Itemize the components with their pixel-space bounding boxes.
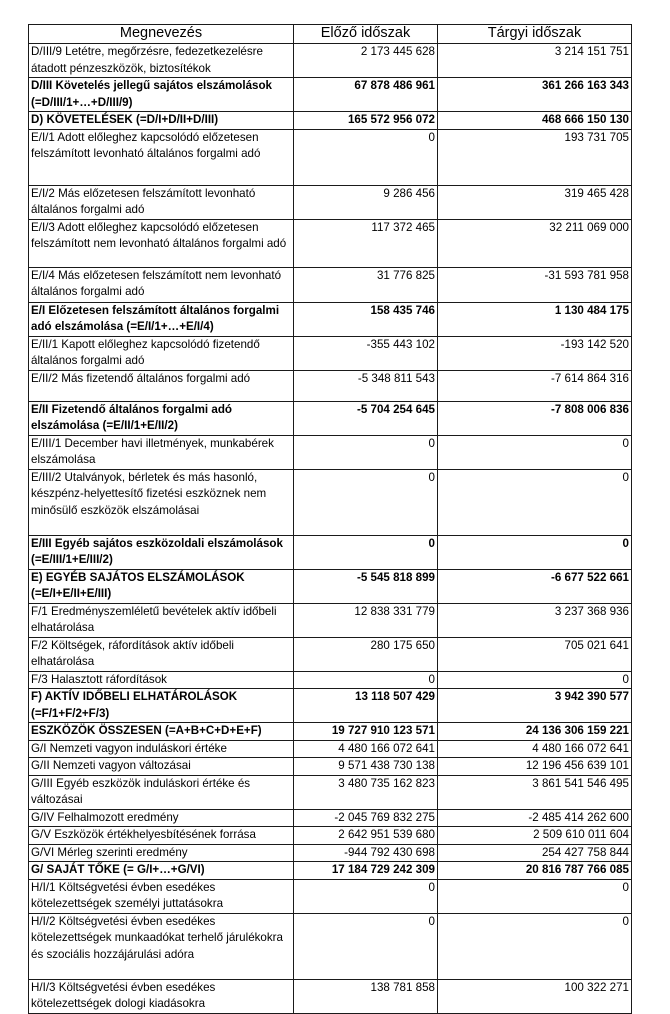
previous-period-value: 117 372 465 <box>294 219 438 267</box>
current-period-value: 4 480 166 072 641 <box>438 740 632 758</box>
current-period-value: -2 485 414 262 600 <box>438 809 632 827</box>
current-period-value: -31 593 781 958 <box>438 267 632 302</box>
table-row <box>29 112 632 130</box>
row-label: G/II Nemzeti vagyon változásai <box>29 758 294 776</box>
previous-period-value: 0 <box>294 129 438 185</box>
current-period-value: 20 816 787 766 085 <box>438 862 632 880</box>
table-row <box>29 637 632 671</box>
row-label: G/I Nemzeti vagyon induláskori értéke <box>29 740 294 758</box>
row-label: E) EGYÉB SAJÁTOS ELSZÁMOLÁSOK (=E/I+E/II+E/III) <box>29 569 294 603</box>
previous-period-value: 9 571 438 730 138 <box>294 758 438 776</box>
previous-period-value: 4 480 166 072 641 <box>294 740 438 758</box>
row-label: E/I/4 Más előzetesen felszámított nem levonható általános forgalmi adó <box>29 267 294 302</box>
table-row <box>29 913 632 979</box>
table-row <box>29 775 632 809</box>
previous-period-value: 2 173 445 628 <box>294 44 438 78</box>
previous-period-value: 0 <box>294 435 438 469</box>
row-label: H/I/2 Költségvetési évben esedékes kötelezettségek munkaadókat terhelő járulékokra és szociális hozzájárulási adóra <box>29 913 294 979</box>
row-label: F/1 Eredményszemléletű bevételek aktív időbeli elhatárolása <box>29 603 294 637</box>
current-period-value: 468 666 150 130 <box>438 112 632 130</box>
row-label: E/III/2 Utalványok, bérletek és más hasonló, készpénz-helyettesítő fizetési eszköznek nem minősülő eszközök elszámolásai <box>29 469 294 535</box>
balance-sheet-table <box>28 24 632 1014</box>
row-label: E/III/1 December havi illetmények, munkabérek elszámolása <box>29 435 294 469</box>
table-row <box>29 827 632 845</box>
table-row <box>29 535 632 569</box>
current-period-value: 254 427 758 844 <box>438 844 632 862</box>
row-label: E/II Fizetendő általános forgalmi adó elszámolása (=E/II/1+E/II/2) <box>29 401 294 435</box>
previous-period-value: 13 118 507 429 <box>294 689 438 723</box>
row-label: G/IV Felhalmozott eredmény <box>29 809 294 827</box>
table-row <box>29 219 632 267</box>
previous-period-value: 67 878 486 961 <box>294 78 438 112</box>
previous-period-value: 12 838 331 779 <box>294 603 438 637</box>
table-row <box>29 435 632 469</box>
previous-period-value: 3 480 735 162 823 <box>294 775 438 809</box>
row-label: G/ SAJÁT TŐKE (= G/I+…+G/VI) <box>29 862 294 880</box>
previous-period-value: 31 776 825 <box>294 267 438 302</box>
row-label: E/I Előzetesen felszámított általános forgalmi adó elszámolása (=E/I/1+…+E/I/4) <box>29 302 294 336</box>
row-label: G/V Eszközök értékhelyesbítésének forrása <box>29 827 294 845</box>
header-current-period: Tárgyi időszak <box>438 25 632 44</box>
table-row <box>29 129 632 185</box>
row-label: E/II/2 Más fizetendő általános forgalmi adó <box>29 370 294 401</box>
current-period-value: -7 614 864 316 <box>438 370 632 401</box>
previous-period-value: -2 045 769 832 275 <box>294 809 438 827</box>
table-row <box>29 758 632 776</box>
table-row <box>29 723 632 741</box>
row-label: G/III Egyéb eszközök induláskori értéke és változásai <box>29 775 294 809</box>
table-row <box>29 44 632 78</box>
row-label: E/III Egyéb sajátos eszközoldali elszámolások (=E/III/1+E/III/2) <box>29 535 294 569</box>
row-label: E/II/1 Kapott előleghez kapcsolódó fizetendő általános forgalmi adó <box>29 336 294 370</box>
row-label: F/3 Halasztott ráfordítások <box>29 671 294 689</box>
table-row <box>29 185 632 219</box>
row-label: F) AKTÍV IDŐBELI ELHATÁROLÁSOK (=F/1+F/2+F/3) <box>29 689 294 723</box>
table-row <box>29 78 632 112</box>
current-period-value: 3 861 541 546 495 <box>438 775 632 809</box>
table-row <box>29 809 632 827</box>
header-name: Megnevezés <box>29 25 294 44</box>
previous-period-value: 165 572 956 072 <box>294 112 438 130</box>
previous-period-value: -5 545 818 899 <box>294 569 438 603</box>
previous-period-value: 9 286 456 <box>294 185 438 219</box>
current-period-value: 0 <box>438 535 632 569</box>
row-label: G/VI Mérleg szerinti eredmény <box>29 844 294 862</box>
previous-period-value: 19 727 910 123 571 <box>294 723 438 741</box>
previous-period-value: 0 <box>294 879 438 913</box>
previous-period-value: 0 <box>294 913 438 979</box>
current-period-value: 32 211 069 000 <box>438 219 632 267</box>
row-label: D/III/9 Letétre, megőrzésre, fedezetkezelésre átadott pénzeszközök, biztosítékok <box>29 44 294 78</box>
table-row <box>29 302 632 336</box>
current-period-value: 3 942 390 577 <box>438 689 632 723</box>
current-period-value: -193 142 520 <box>438 336 632 370</box>
current-period-value: 705 021 641 <box>438 637 632 671</box>
table-row <box>29 370 632 401</box>
table-row <box>29 336 632 370</box>
table-row <box>29 740 632 758</box>
current-period-value: 361 266 163 343 <box>438 78 632 112</box>
previous-period-value: 17 184 729 242 309 <box>294 862 438 880</box>
current-period-value: 1 130 484 175 <box>438 302 632 336</box>
header-row <box>29 25 632 44</box>
current-period-value: 0 <box>438 879 632 913</box>
previous-period-value: 0 <box>294 469 438 535</box>
table-row <box>29 844 632 862</box>
current-period-value: 0 <box>438 671 632 689</box>
table-row <box>29 469 632 535</box>
table-row <box>29 671 632 689</box>
previous-period-value: -355 443 102 <box>294 336 438 370</box>
current-period-value: 3 214 151 751 <box>438 44 632 78</box>
current-period-value: 0 <box>438 435 632 469</box>
row-label: E/I/2 Más előzetesen felszámított levonható általános forgalmi adó <box>29 185 294 219</box>
previous-period-value: -5 348 811 543 <box>294 370 438 401</box>
table-row <box>29 603 632 637</box>
row-label: E/I/1 Adott előleghez kapcsolódó előzetesen felszámított levonható általános forgalmi adó <box>29 129 294 185</box>
current-period-value: 2 509 610 011 604 <box>438 827 632 845</box>
current-period-value: 24 136 306 159 221 <box>438 723 632 741</box>
table-row <box>29 689 632 723</box>
row-label: ESZKÖZÖK ÖSSZESEN (=A+B+C+D+E+F) <box>29 723 294 741</box>
previous-period-value: -944 792 430 698 <box>294 844 438 862</box>
current-period-value: 3 237 368 936 <box>438 603 632 637</box>
row-label: H/I/3 Költségvetési évben esedékes kötelezettségek dologi kiadásokra <box>29 979 294 1013</box>
current-period-value: -6 677 522 661 <box>438 569 632 603</box>
previous-period-value: 0 <box>294 535 438 569</box>
table-body <box>29 44 632 1014</box>
previous-period-value: 0 <box>294 671 438 689</box>
row-label: D) KÖVETELÉSEK (=D/I+D/II+D/III) <box>29 112 294 130</box>
current-period-value: 193 731 705 <box>438 129 632 185</box>
row-label: H/I/1 Költségvetési évben esedékes kötelezettségek személyi juttatásokra <box>29 879 294 913</box>
current-period-value: 0 <box>438 913 632 979</box>
current-period-value: 12 196 456 639 101 <box>438 758 632 776</box>
previous-period-value: 138 781 858 <box>294 979 438 1013</box>
previous-period-value: 2 642 951 539 680 <box>294 827 438 845</box>
header-previous-period: Előző időszak <box>294 25 438 44</box>
current-period-value: 319 465 428 <box>438 185 632 219</box>
previous-period-value: 280 175 650 <box>294 637 438 671</box>
previous-period-value: 158 435 746 <box>294 302 438 336</box>
current-period-value: 0 <box>438 469 632 535</box>
table-row <box>29 879 632 913</box>
table-row <box>29 979 632 1013</box>
row-label: F/2 Költségek, ráfordítások aktív időbeli elhatárolása <box>29 637 294 671</box>
current-period-value: -7 808 006 836 <box>438 401 632 435</box>
table-row <box>29 401 632 435</box>
current-period-value: 100 322 271 <box>438 979 632 1013</box>
table-row <box>29 862 632 880</box>
row-label: E/I/3 Adott előleghez kapcsolódó előzetesen felszámított nem levonható általános forgalmi adó <box>29 219 294 267</box>
table-row <box>29 569 632 603</box>
row-label: D/III Követelés jellegű sajátos elszámolások (=D/III/1+…+D/III/9) <box>29 78 294 112</box>
table-row <box>29 267 632 302</box>
previous-period-value: -5 704 254 645 <box>294 401 438 435</box>
